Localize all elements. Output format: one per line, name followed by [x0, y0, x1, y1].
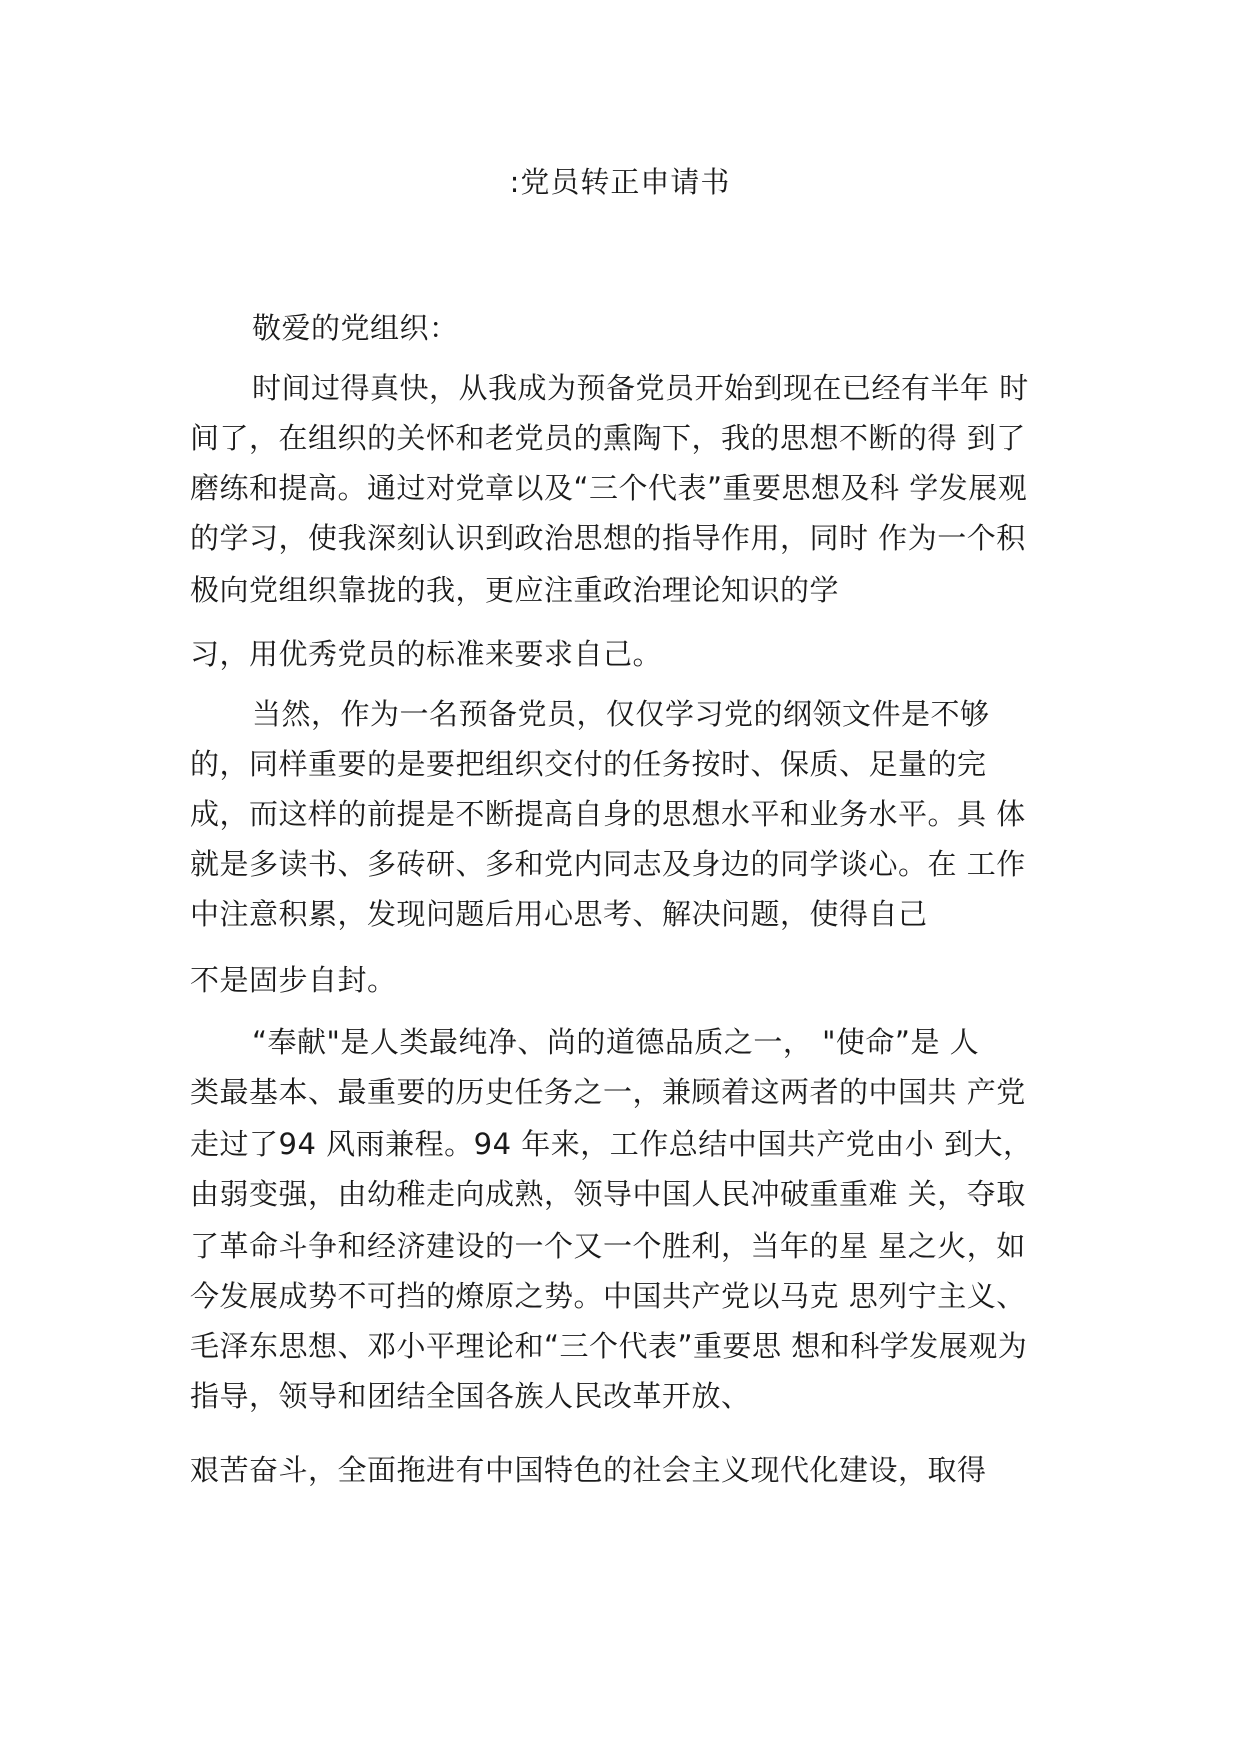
body-line: 成，而这样的前提是不断提高自身的思想水平和业务水平。具 体 [190, 797, 1026, 831]
body-line: “奉献"是人类最纯净、尚的道德品质之一， "使命”是 人 [252, 1025, 980, 1059]
body-line: 的学习，使我深刻认识到政治思想的指导作用，同时 作为一个积 [190, 521, 1026, 555]
body-line: 不是固步自封。 [190, 963, 397, 997]
body-line: 时间过得真快，从我成为预备党员开始到现在已经有半年 时 [252, 371, 1029, 405]
body-line: 指导，领导和团结全国各族人民改革开放、 [190, 1379, 751, 1413]
body-line: 艰苦奋斗，全面拖进有中国特色的社会主义现代化建设，取得 [190, 1453, 987, 1487]
body-line: 类最基本、最重要的历史任务之一，兼顾着这两者的中国共 产党 [190, 1075, 1026, 1109]
body-line: 的，同样重要的是要把组织交付的任务按时、保质、足量的完 [190, 747, 987, 781]
body-line: 了革命斗争和经济建设的一个又一个胜利，当年的星 星之火，如 [190, 1229, 1026, 1263]
body-line: 磨练和提高。通过对党章以及“三个代表”重要思想及科 学发展观 [190, 471, 1028, 505]
salutation: 敬爱的党组织： [252, 311, 459, 345]
body-line: 由弱变强，由幼稚走向成熟，领导中国人民冲破重重难 关，夺取 [190, 1177, 1026, 1211]
body-line: 就是多读书、多砖研、多和党内同志及身边的同学谈心。在 工作 [190, 847, 1026, 881]
body-line: 今发展成势不可挡的燎原之势。中国共产党以马克 思列宁主义、 [190, 1279, 1026, 1313]
body-line: 毛泽东思想、邓小平理论和“三个代表”重要思 想和科学发展观为 [190, 1329, 1028, 1363]
body-line: 习，用优秀党员的标准来要求自己。 [190, 637, 663, 671]
document-title: :党员转正申请书 [509, 165, 731, 199]
body-line: 当然，作为一名预备党员，仅仅学习党的纲领文件是不够 [252, 697, 990, 731]
body-line: 走过了94 风雨兼程。94 年来，工作总结中国共产党由小 到大， [190, 1127, 1033, 1161]
body-line: 中注意积累，发现问题后用心思考、解决问题，使得自己 [190, 897, 928, 931]
body-line: 极向党组织靠拢的我，更应注重政治理论知识的学 [190, 573, 840, 607]
body-line: 间了，在组织的关怀和老党员的熏陶下，我的思想不断的得 到了 [190, 421, 1026, 455]
